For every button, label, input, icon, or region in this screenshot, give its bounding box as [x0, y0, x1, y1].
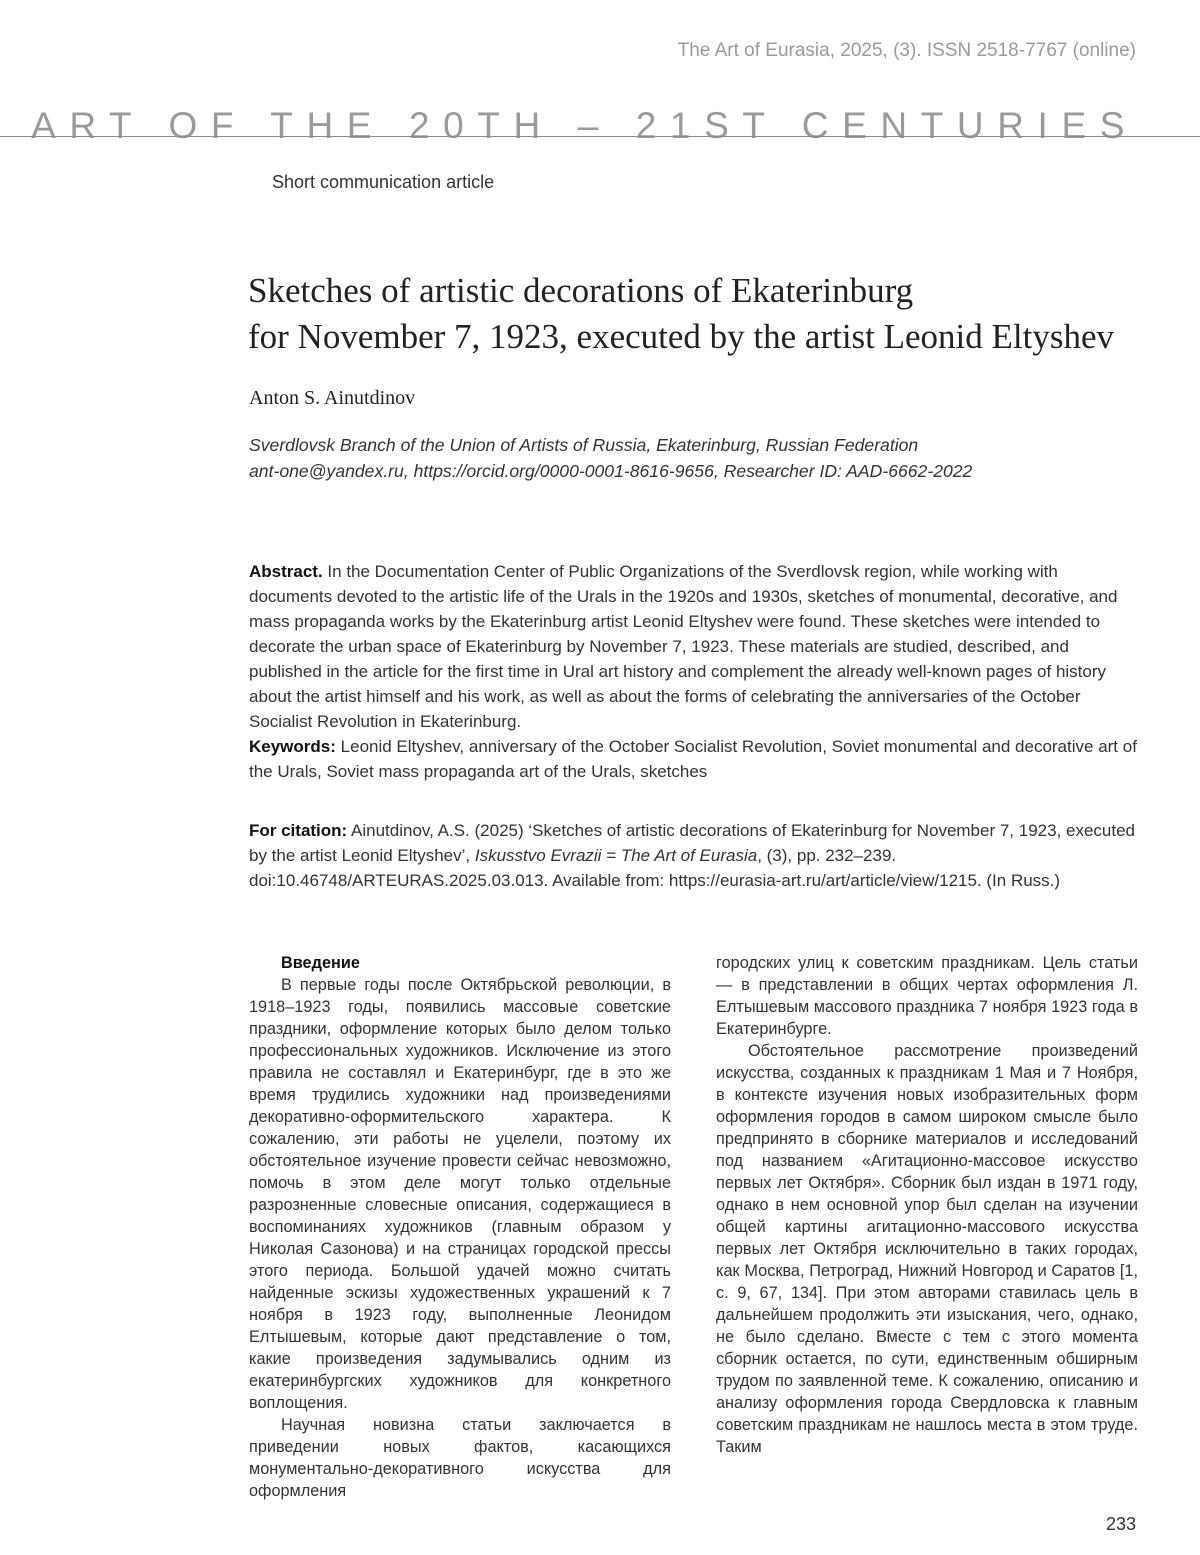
title-line-1: Sketches of artistic decorations of Ekaterinburg	[248, 271, 914, 310]
abstract-block	[249, 559, 1141, 784]
paragraph: Научная новизна статьи заключается в приведении новых фактов, касающихся монументально-декоративного искусства для оформления	[249, 1416, 671, 1500]
header-divider	[0, 136, 1200, 137]
body-column-right	[716, 952, 1138, 1458]
abstract-label: Abstract.	[249, 562, 323, 581]
citation-details: , (3), pp. 232–239. doi:10.46748/ARTEURAS.2025.03.013. Available from: https://eurasia-art.ru/art/article/view/1215. (In Russ.)	[249, 846, 1061, 890]
title-line-2: for November 7, 1923, executed by the artist Leonid Eltyshev	[248, 317, 1115, 356]
section-title: ART OF THE 20TH – 21ST CENTURIES	[31, 104, 1138, 146]
affiliation-line: Sverdlovsk Branch of the Union of Artists of Russia, Ekaterinburg, Russian Federation	[249, 435, 919, 455]
citation	[249, 818, 1141, 893]
keywords-label: Keywords:	[249, 737, 336, 756]
citation-journal: Iskusstvo Evrazii = The Art of Eurasia	[474, 846, 758, 865]
section-heading: Введение	[281, 954, 360, 972]
author-name: Anton S. Ainutdinov	[249, 387, 416, 409]
paragraph: городских улиц к советским праздникам. Цель статьи — в представлении в общих чертах оформления Л. Елтышевым массового праздника 7 ноября 1923 года в Екатеринбурге.	[716, 954, 1138, 1038]
article-type: Short communication article	[272, 172, 495, 192]
abstract-text: In the Documentation Center of Public Organizations of the Sverdlovsk region, while working with documents devoted to the artistic life of the Urals in the 1920s and 1930s, sketches of monumental, decorative, and mass propaganda works by the Ekaterinburg artist Leonid Eltyshev were found. These sketches were intended to decorate the urban space of Ekaterinburg by November 7, 1923. These materials are studied, described, and published in the article for the first time in Ural art history and complement the already well-known pages of history about the artist himself and his work, as well as about the forms of celebrating the anniversaries of the October Socialist Revolution in Ekaterinburg.	[249, 562, 1118, 731]
citation-label: For citation:	[249, 821, 348, 840]
citation-text: Ainutdinov, A.S. (2025) ‘Sketches of artistic decorations of Ekaterinburg for November 7, 1923, executed by the artist Leonid Eltyshev’,	[249, 821, 1136, 865]
paragraph: В первые годы после Октябрьской революции, в 1918–1923 годы, появились массовые советские праздники, оформление которых было делом только профессиональных художников. Исключение из этого правила не составлял и Екатеринбург, где в это же время трудились художники над произведениями декоративно-оформительского характера. К сожалению, эти работы не уцелели, поэтому их обстоятельное изучение провести сейчас невозможно, помочь в этом деле могут только отдельные разрозненные словесные описания, содержащиеся в воспоминаниях художников (главным образом у Николая Сазонова) и на страницах городской прессы этого периода. Большой удачей можно считать найденные эскизы художественных украшений к 7 ноября в 1923 году, выполненные Леонидом Елтышевым, которые дают представление о том, какие произведения задумывались одним из екатеринбургских художников для конкретного воплощения.	[249, 976, 671, 1412]
abstract	[249, 559, 1141, 734]
author-affiliation	[249, 432, 972, 484]
body-column-left	[249, 952, 671, 1502]
paragraph: Обстоятельное рассмотрение произведений искусства, созданных к праздникам 1 Мая и 7 Ноября, в контексте изучения новых изобразительных форм оформления городов в самом широком смысле было предпринято в сборнике материалов и исследований под названием «Агитационно-массовое искусство первых лет Октября». Сборник был издан в 1971 году, однако в нем основной упор был сделан на изучении общей картины агитационно-массового искусства первых лет Октября исключительно в таких городах, как Москва, Петроград, Нижний Новгород и Саратов [1, с. 9, 67, 134]. При этом авторами ставилась цель в дальнейшем продолжить эти изыскания, чего, однако, не было сделано. Вместе с тем с этого момента сборник остается, по сути, единственным обширным трудом по заявленной теме. К сожалению, описанию и анализу оформления города Свердловска к главным советским праздникам не нашлось места в этом труде. Таким	[716, 1042, 1138, 1456]
keywords	[249, 734, 1141, 784]
page-number: 233	[1105, 1514, 1136, 1534]
contact-line: ant-one@yandex.ru, https://orcid.org/0000-0001-8616-9656, Researcher ID: AAD-6662-2022	[249, 461, 973, 481]
journal-info: The Art of Eurasia, 2025, (3). ISSN 2518-7767 (online)	[677, 40, 1136, 61]
keywords-text: Leonid Eltyshev, anniversary of the October Socialist Revolution, Soviet monumental and decorative art of the Urals, Soviet mass propaganda art of the Urals, sketches	[249, 737, 1137, 781]
article-title	[248, 268, 1148, 360]
